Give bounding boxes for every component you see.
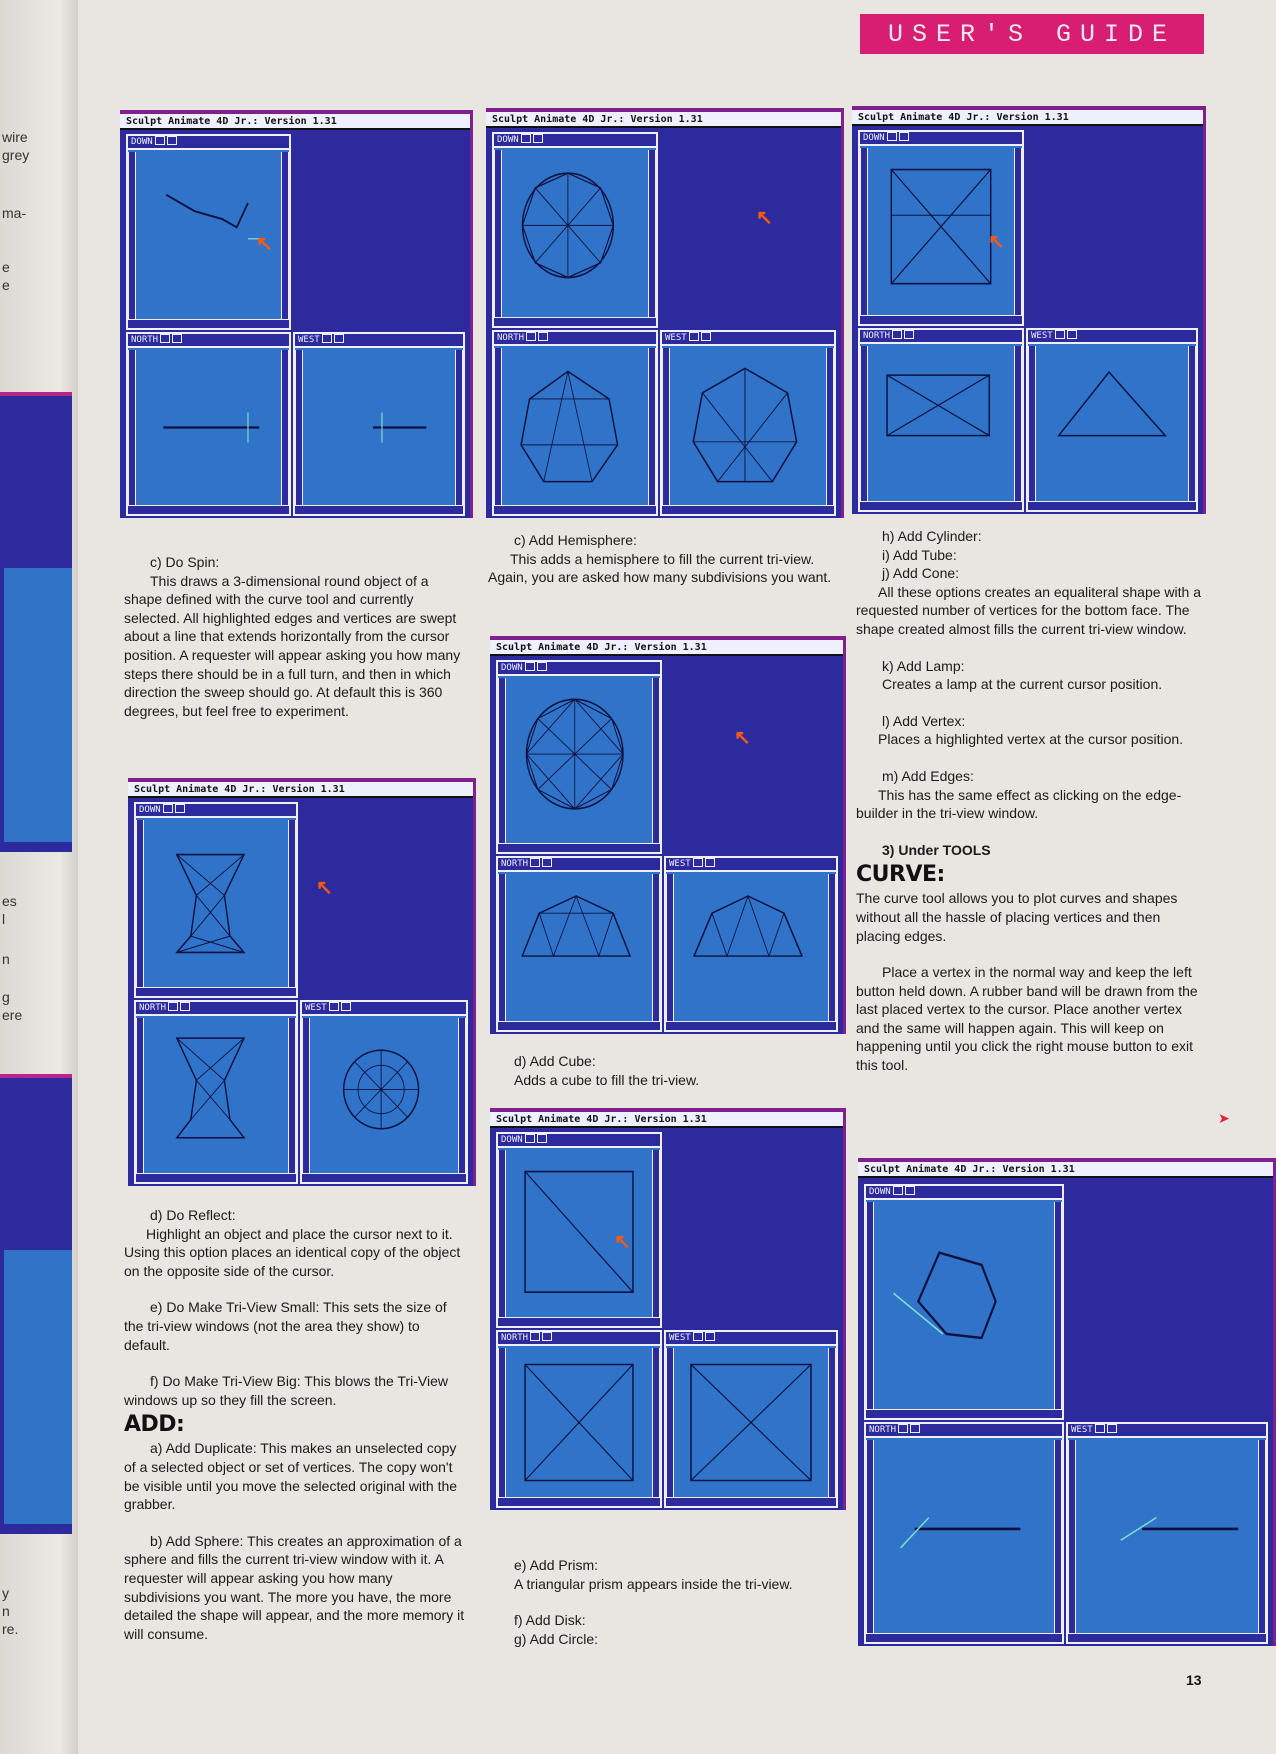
cube-text: Adds a cube to fill the tri-view. (514, 1071, 700, 1088)
mouse-pointer-icon: ↖ (756, 207, 773, 229)
page-number: 13 (1186, 1672, 1202, 1688)
circle-title: g) Add Circle: (514, 1630, 599, 1647)
window-title: Sculpt Animate 4D Jr.: Version 1.31 (486, 112, 841, 128)
cone-title: j) Add Cone: (882, 565, 960, 582)
screenshot-hemisphere-subdivided (490, 636, 846, 1034)
screenshot-spin (120, 110, 473, 518)
text-block-hemisphere (488, 531, 838, 587)
pane-north: NORTH (858, 328, 1024, 512)
edges-text: This has the same effect as clicking on the edge-builder in the tri-view window. (856, 786, 1182, 822)
gutter-fragment: y n re. (2, 1585, 19, 1637)
window-title: Sculpt Animate 4D Jr.: Version 1.31 (852, 110, 1203, 126)
disk-title: f) Add Disk: (514, 1612, 586, 1629)
pane-down: DOWN ↖ (126, 134, 291, 330)
pane-north: NORTH (126, 332, 291, 516)
duplicate-text: a) Add Duplicate: This makes an unselected copy of a selected object or set of vertices. The copy won't be visible until you move the selected original with the grabber. (124, 1440, 458, 1513)
section-header (860, 14, 1204, 54)
pane-down: DOWN (492, 132, 658, 328)
pane-down: DOWN ↖ (858, 130, 1024, 326)
text-block-spin (124, 553, 466, 720)
arrow-mark-icon: ➤ (1218, 1110, 1230, 1126)
screenshot-reflect (128, 778, 476, 1186)
text-block-do (124, 1206, 466, 1643)
sphere-text: b) Add Sphere: This creates an approximation of a sphere and fills the current tri-view window with it. A requester will appear asking you how many subdivisions you want. The more you have, the more detailed the shape will appear, and the more memory it will consume. (124, 1532, 465, 1642)
window-title: Sculpt Animate 4D Jr.: Version 1.31 (490, 1112, 843, 1128)
window-title: Sculpt Animate 4D Jr.: Version 1.31 (858, 1162, 1273, 1178)
pane-north: NORTH (492, 330, 658, 516)
prism-text: A triangular prism appears inside the tri-view. (514, 1575, 793, 1592)
reflect-text: Highlight an object and place the cursor next to it. Using this option places an identical copy of the object on the opposite side of the cursor. (124, 1225, 461, 1279)
pane-north: NORTH (496, 1330, 662, 1508)
add-heading: ADD: (124, 1412, 185, 1438)
cone-text: All these options creates an equaliteral shape with a requested number of vertices for the bottom face. The shape created almost fills the current tri-view window. (856, 583, 1201, 637)
cube-title: d) Add Cube: (514, 1053, 596, 1069)
window-title: Sculpt Animate 4D Jr.: Version 1.31 (490, 640, 843, 656)
gutter-fragment: e e (2, 259, 10, 293)
text-block-prism (488, 1556, 838, 1648)
screenshot-hemisphere (486, 108, 844, 518)
pane-west: WEST (293, 332, 465, 516)
pane-west: WEST (664, 1330, 838, 1508)
lamp-title: k) Add Lamp: (882, 657, 965, 674)
pane-west: WEST (1066, 1422, 1268, 1644)
small-text: e) Do Make Tri-View Small: This sets the size of the tri-view windows (not the area they show) to default. (124, 1299, 447, 1353)
gutter-fragment: ma- (2, 205, 27, 221)
pane-down: DOWN (496, 660, 662, 854)
curve-heading: CURVE: (856, 862, 945, 888)
text-block-cube (488, 1052, 838, 1089)
gutter-fragment: es l (2, 893, 17, 927)
tools-title: 3) Under TOOLS (882, 841, 991, 858)
pane-west: WEST (660, 330, 836, 516)
cyl-title: h) Add Cylinder: (882, 528, 982, 544)
lamp-text: Creates a lamp at the current cursor position. (882, 676, 1163, 693)
gutter-fragment: g ere (2, 989, 23, 1023)
mouse-pointer-icon: ↖ (734, 727, 751, 749)
mouse-pointer-icon: ↖ (614, 1231, 631, 1253)
pane-down: DOWN (134, 802, 298, 998)
gutter-screenshot (0, 392, 72, 852)
tube-title: i) Add Tube: (882, 546, 957, 563)
header-title: USER'S GUIDE (887, 19, 1177, 49)
curve-text-2: Place a vertex in the normal way and keep the left button held down. A rubber band will be drawn from the last placed vertex to the cursor. Place another vertex and the same will happen again. This will keep on happening until you click the right mouse button to exit this tool. (856, 964, 1198, 1074)
pane-down: DOWN (864, 1184, 1064, 1420)
pane-west: WEST (300, 1000, 468, 1184)
gutter-fragment: wire grey (2, 129, 30, 163)
edges-title: m) Add Edges: (882, 767, 974, 784)
pane-north: NORTH (864, 1422, 1064, 1644)
vertex-title: l) Add Vertex: (882, 712, 966, 729)
mouse-pointer-icon: ↖ (256, 233, 273, 255)
mouse-pointer-icon: ↖ (316, 877, 333, 899)
pane-down: DOWN ↖ (496, 1132, 662, 1328)
window-title: Sculpt Animate 4D Jr.: Version 1.31 (128, 782, 473, 798)
hemi-text: This adds a hemisphere to fill the current tri-view. Again, you are asked how many subdivisions you want. (488, 550, 832, 586)
vertex-text: Places a highlighted vertex at the cursor position. (878, 731, 1184, 748)
mouse-pointer-icon: ↖ (988, 231, 1005, 253)
prism-title: e) Add Prism: (514, 1557, 599, 1573)
curve-text-1: The curve tool allows you to plot curves and shapes without all the hassle of placing vertices and then placing edges. (856, 890, 1178, 944)
big-text: f) Do Make Tri-View Big: This blows the Tri-View windows up so they fill the screen. (124, 1373, 448, 1408)
spin-title: c) Do Spin: (150, 554, 220, 570)
pane-north: NORTH (134, 1000, 298, 1184)
spin-text: This draws a 3-dimensional round object of a shape defined with the curve tool and currently selected. All highlighted edges and vertices are swept about a line that extends horizontally from the cursor position. A requester will appear asking you how many steps there should be in a full turn, and then in which direction the sweep should go. At default this is 360 degrees, but feel free to experiment. (124, 572, 461, 719)
reflect-title: d) Do Reflect: (150, 1207, 236, 1223)
screenshot-curve (858, 1158, 1276, 1646)
window-title: Sculpt Animate 4D Jr.: Version 1.31 (120, 114, 470, 130)
hemi-title: c) Add Hemisphere: (514, 532, 637, 548)
screenshot-cylinder (852, 106, 1206, 514)
text-block-cylinder (856, 527, 1204, 1075)
gutter-fragment: n (2, 951, 10, 967)
pane-north: NORTH (496, 856, 662, 1032)
gutter-screenshot (0, 1074, 72, 1534)
pane-west: WEST (664, 856, 838, 1032)
screenshot-cube (490, 1108, 846, 1510)
pane-west: WEST (1026, 328, 1198, 512)
